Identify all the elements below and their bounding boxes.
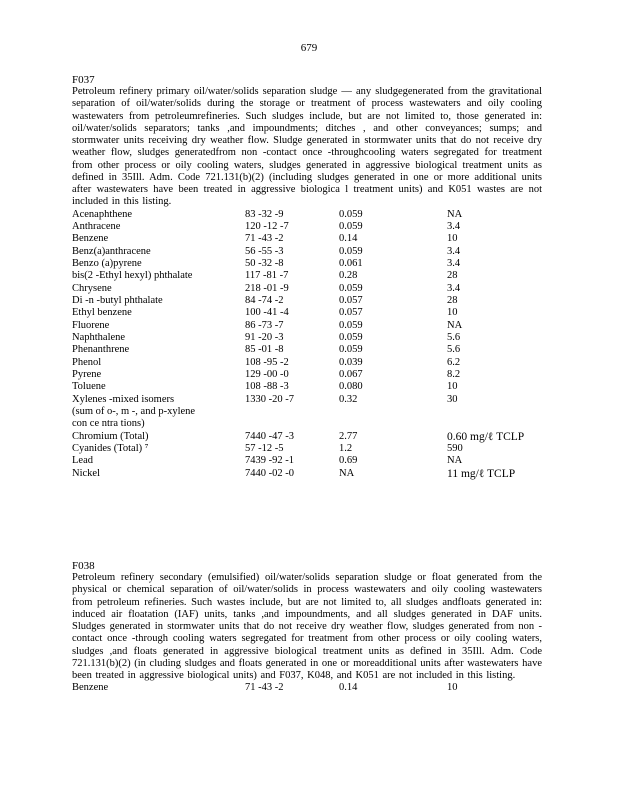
cas-number: 91 -20 -3 — [245, 331, 284, 343]
wastewater-concentration: 0.059 — [339, 331, 363, 343]
constituent-name: Xylenes -mixed isomers — [72, 393, 175, 405]
table-row — [72, 270, 542, 282]
constituent-name: Di -n -butyl phthalate — [72, 294, 163, 306]
nonwastewater-standard: 590 — [447, 443, 463, 455]
table-row — [72, 332, 542, 344]
wastewater-concentration: 0.059 — [339, 344, 363, 356]
nonwastewater-standard: 3.4 — [447, 257, 461, 269]
constituent-name: Anthracene — [72, 220, 121, 232]
cas-number: 86 -73 -7 — [245, 319, 284, 331]
constituent-name: Phenanthrene — [72, 344, 130, 356]
nonwastewater-standard: 10 — [447, 233, 458, 245]
wastewater-concentration: 0.32 — [339, 393, 358, 405]
constituents-table-f037 — [72, 209, 542, 481]
wastewater-concentration: 0.059 — [339, 220, 363, 232]
nonwastewater-standard: 6.2 — [447, 356, 461, 368]
cas-number: 85 -01 -8 — [245, 344, 284, 356]
table-row — [72, 431, 542, 443]
wastewater-concentration: 1.2 — [339, 443, 353, 455]
nonwastewater-standard: 10 — [447, 307, 458, 319]
page-number: 679 — [300, 42, 318, 54]
table-row — [72, 381, 542, 393]
constituent-name: Chrysene — [72, 282, 112, 294]
cas-number: 100 -41 -4 — [245, 307, 289, 319]
constituent-name: Benzene — [72, 682, 109, 694]
table-row — [72, 394, 542, 406]
description-f037: Petroleum refinery primary oil/water/solids separation sludge — any sludgegenerated from the gravitational separation of oil/water/solids during the storage or treatment of process wastewaters and oily cooling wastewaters from petroleumrefineries. Such sludges include, but are not limited to, those generated in: oil/water/solids separators; tanks ,and impoundments; ditches , and other conveyances; sumps; and stormwater units receiving dry weather flow. Sludge generated in stormwater units that do not receive dry weather flow, sludges generatedfrom non -contact once -throughcooling waters segregated for treatment from other process or oily cooling waters, sludges generated in aggressive biological treatment units as defined in 35Ill. Adm. Code 721.131(b)(2) (including sludges generated in one or more additional units after wastewaters have been treated in aggressive biologica l treatment units) and K051 wastes are not included in this listing. — [72, 86, 542, 208]
wastewater-concentration: 0.080 — [339, 381, 363, 393]
table-row — [72, 344, 542, 356]
nonwastewater-standard — [447, 406, 542, 418]
table-row — [72, 455, 542, 467]
cas-number: 50 -32 -8 — [245, 257, 284, 269]
wastewater-concentration: 0.057 — [339, 307, 363, 319]
table-row — [72, 369, 542, 381]
wastewater-concentration: 0.067 — [339, 368, 363, 380]
cas-number: 108 -88 -3 — [245, 381, 289, 393]
cas-number: 129 -00 -0 — [245, 368, 289, 380]
cas-number: 7440 -47 -3 — [245, 430, 294, 442]
nonwastewater-standard: 8.2 — [447, 368, 461, 380]
wastewater-concentration: 0.059 — [339, 282, 363, 294]
wastewater-concentration — [339, 406, 447, 418]
constituent-name: bis(2 -Ethyl hexyl) phthalate — [72, 270, 193, 282]
constituents-table-f038 — [72, 682, 542, 694]
table-row — [72, 357, 542, 369]
table-row — [72, 320, 542, 332]
nonwastewater-standard: 30 — [447, 393, 458, 405]
constituent-name: Benzo (a)pyrene — [72, 257, 142, 269]
table-row — [72, 418, 542, 430]
cas-number: 83 -32 -9 — [245, 208, 284, 220]
wastewater-concentration: 0.28 — [339, 270, 358, 282]
cas-number: 7439 -92 -1 — [245, 455, 294, 467]
nonwastewater-standard: 3.4 — [447, 220, 461, 232]
wastewater-concentration: 0.14 — [339, 682, 358, 694]
cas-number: 56 -55 -3 — [245, 245, 284, 257]
constituent-name: Cyanides (Total) ⁷ — [72, 443, 149, 455]
constituent-name: Chromium (Total) — [72, 430, 149, 442]
wastewater-concentration — [339, 418, 447, 430]
nonwastewater-standard: 10 — [447, 682, 458, 694]
constituent-name: Benz(a)anthracene — [72, 245, 151, 257]
waste-code-f037: F037 — [72, 74, 95, 86]
waste-code-f038: F038 — [72, 560, 95, 572]
constituent-name: Toluene — [72, 381, 106, 393]
wastewater-concentration: 0.059 — [339, 319, 363, 331]
table-row — [72, 221, 542, 233]
constituent-name: Phenol — [72, 356, 102, 368]
table-row — [72, 258, 542, 270]
table-row — [72, 283, 542, 295]
wastewater-concentration: 2.77 — [339, 430, 358, 442]
nonwastewater-standard: NA — [447, 319, 463, 331]
cas-number: 120 -12 -7 — [245, 220, 289, 232]
section-f038 — [72, 560, 542, 695]
cas-number: 71 -43 -2 — [245, 233, 284, 245]
section-f037 — [72, 74, 542, 480]
cas-number: 71 -43 -2 — [245, 682, 284, 694]
constituent-name: Fluorene — [72, 319, 110, 331]
nonwastewater-standard: 0.60 mg/ℓ TCLP — [447, 430, 525, 443]
constituent-name: (sum of o-, m -, and p-xylene — [72, 406, 196, 417]
nonwastewater-standard: 5.6 — [447, 331, 461, 343]
nonwastewater-standard: NA — [447, 455, 463, 467]
constituent-name: Pyrene — [72, 368, 102, 380]
nonwastewater-standard: 5.6 — [447, 344, 461, 356]
nonwastewater-standard: 10 — [447, 381, 458, 393]
wastewater-concentration: 0.061 — [339, 257, 363, 269]
cas-number: 108 -95 -2 — [245, 356, 289, 368]
table-row — [72, 468, 542, 480]
wastewater-concentration: 0.057 — [339, 294, 363, 306]
table-row — [72, 233, 542, 245]
nonwastewater-standard — [447, 418, 542, 430]
wastewater-concentration: 0.059 — [339, 245, 363, 257]
table-row — [72, 295, 542, 307]
wastewater-concentration: 0.69 — [339, 455, 358, 467]
wastewater-concentration: NA — [339, 467, 355, 479]
constituent-name: Benzene — [72, 233, 109, 245]
constituent-name: Lead — [72, 455, 93, 467]
constituent-name: Nickel — [72, 467, 100, 479]
nonwastewater-standard: 11 mg/ℓ TCLP — [447, 467, 516, 480]
nonwastewater-standard: 3.4 — [447, 245, 461, 257]
cas-number — [245, 418, 339, 430]
wastewater-concentration: 0.14 — [339, 233, 358, 245]
constituent-name: Acenaphthene — [72, 208, 133, 220]
constituent-name: Naphthalene — [72, 331, 126, 343]
cas-number: 1330 -20 -7 — [245, 393, 294, 405]
cas-number: 57 -12 -5 — [245, 443, 284, 455]
cas-number: 84 -74 -2 — [245, 294, 284, 306]
wastewater-concentration: 0.059 — [339, 208, 363, 220]
table-row — [72, 209, 542, 221]
nonwastewater-standard: 28 — [447, 294, 458, 306]
nonwastewater-standard: 3.4 — [447, 282, 461, 294]
wastewater-concentration: 0.039 — [339, 356, 363, 368]
table-row — [72, 307, 542, 319]
cas-number: 117 -81 -7 — [245, 270, 289, 282]
table-row — [72, 682, 542, 694]
cas-number: 218 -01 -9 — [245, 282, 289, 294]
description-f038: Petroleum refinery secondary (emulsified) oil/water/solids separation sludge or float generated from the physical or chemical separation of oil/water/solids in process wastewaters and oily cooling wastewaters from petroleum refineries. Such wastes include, but are not limited to, all sludges andfloats generated in: induced air floatation (IAF) units, tanks ,and impoundments, and all sludges generated in DAF units. Sludges generated in stormwater units that do not receive dry weather flow, sludges generated from non -contact once -through cooling waters segregated for treatment from other process or oily cooling waters, sludges ,and floats generated in aggressive biological treatment units as defined in 35Ill. Adm. Code 721.131(b)(2) (in cluding sludges and floats generated in one or moreadditional units after wastewaters have been treated in aggressive biological units) and F037, K048, and K051 are not included in this listing. — [72, 572, 542, 681]
cas-number: 7440 -02 -0 — [245, 467, 294, 479]
cas-number — [245, 406, 339, 418]
table-row — [72, 443, 542, 455]
constituent-name: Ethyl benzene — [72, 307, 132, 319]
constituent-name: con ce ntra tions) — [72, 418, 145, 430]
table-row — [72, 406, 542, 418]
nonwastewater-standard: NA — [447, 208, 463, 220]
nonwastewater-standard: 28 — [447, 270, 458, 282]
table-row — [72, 246, 542, 258]
